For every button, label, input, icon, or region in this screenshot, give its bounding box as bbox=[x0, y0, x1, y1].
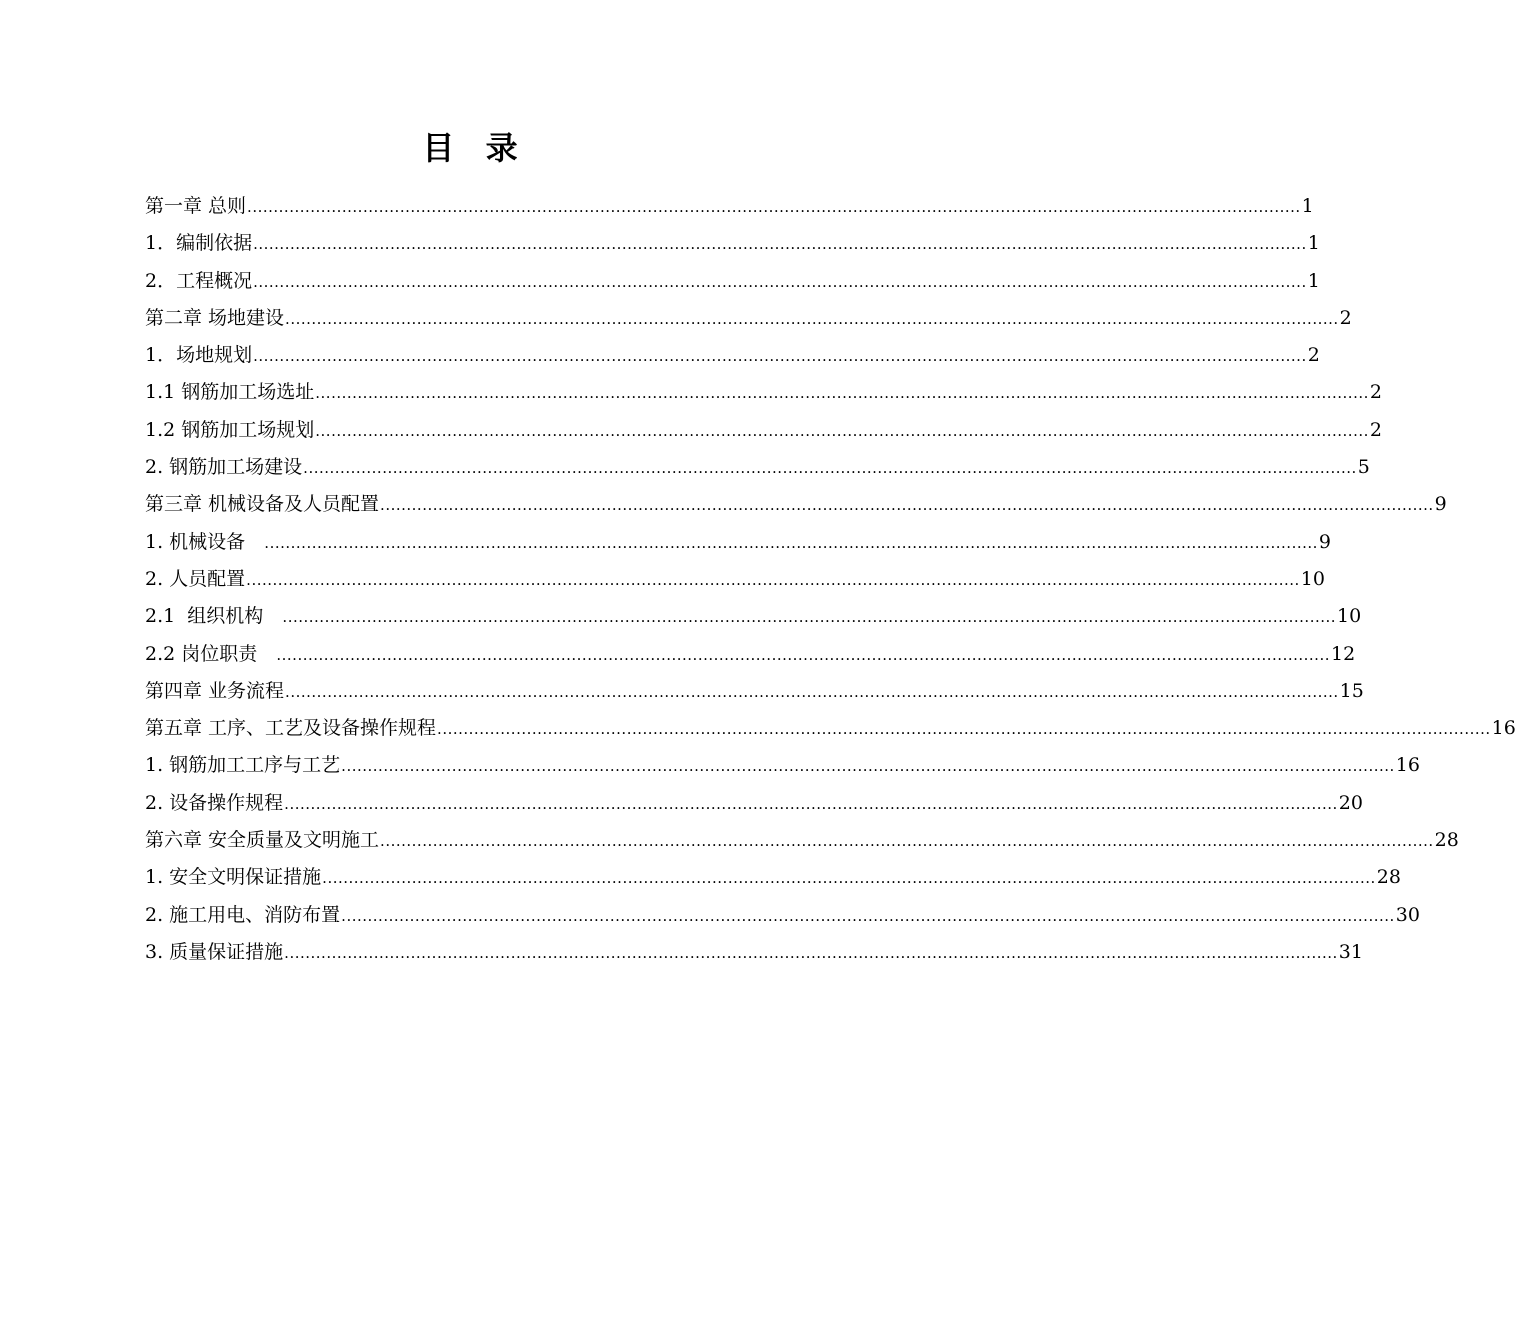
toc-dot-leader: ........................................................................................................................................................................................................ bbox=[276, 645, 1330, 664]
toc-dot-leader: ........................................................................................................................................................................................................ bbox=[341, 757, 1395, 776]
toc-entry[interactable] bbox=[145, 822, 1459, 859]
table-of-contents bbox=[145, 188, 1516, 971]
toc-entry-label: 2. 钢筋加工场建设 bbox=[145, 456, 303, 479]
toc-entry[interactable] bbox=[145, 897, 1420, 934]
toc-dot-leader: ........................................................................................................................................................................................................ bbox=[284, 794, 1338, 813]
toc-entry[interactable] bbox=[145, 374, 1382, 411]
toc-entry-label: 1．场地规划 bbox=[145, 344, 253, 367]
toc-page-number: 9 bbox=[1318, 530, 1332, 553]
toc-dot-leader: ........................................................................................................................................................................................................ bbox=[315, 421, 1369, 440]
toc-entry-label: 第六章 安全质量及文明施工 bbox=[145, 829, 380, 852]
toc-page-number: 2 bbox=[1339, 306, 1352, 329]
toc-entry[interactable] bbox=[145, 785, 1363, 822]
toc-dot-leader: ........................................................................................................................................................................................................ bbox=[247, 198, 1301, 216]
toc-page-number: 1 bbox=[1307, 269, 1320, 292]
toc-entry[interactable] bbox=[145, 747, 1420, 784]
toc-page-number: 2 bbox=[1369, 418, 1382, 441]
toc-entry[interactable] bbox=[145, 263, 1320, 300]
toc-page-number: 16 bbox=[1395, 754, 1420, 777]
toc-page-number: 28 bbox=[1434, 829, 1459, 852]
toc-page-number: 28 bbox=[1376, 866, 1401, 889]
toc-entry[interactable] bbox=[145, 598, 1362, 635]
toc-dot-leader: ........................................................................................................................................................................................................ bbox=[285, 682, 1339, 701]
toc-entry[interactable] bbox=[145, 412, 1382, 449]
toc-page-number: 5 bbox=[1357, 456, 1370, 479]
toc-page-number: 31 bbox=[1338, 940, 1363, 963]
toc-entry[interactable] bbox=[145, 225, 1320, 262]
toc-dot-leader: ........................................................................................................................................................................................................ bbox=[282, 608, 1337, 627]
toc-dot-leader: ........................................................................................................................................................................................................ bbox=[380, 832, 1434, 851]
toc-entry[interactable] bbox=[145, 300, 1352, 337]
toc-entry[interactable] bbox=[145, 486, 1447, 523]
toc-entry-label: 2.2 岗位职责 bbox=[145, 642, 276, 665]
toc-dot-leader: ........................................................................................................................................................................................................ bbox=[285, 309, 1339, 328]
toc-entry-label: 2. 设备操作规程 bbox=[145, 791, 284, 814]
toc-dot-leader: ........................................................................................................................................................................................................ bbox=[253, 347, 1307, 366]
toc-entry[interactable] bbox=[145, 524, 1332, 561]
toc-entry-label: 1.2 钢筋加工场规划 bbox=[145, 418, 315, 441]
toc-page-number: 9 bbox=[1434, 493, 1447, 516]
toc-entry[interactable] bbox=[145, 188, 1314, 225]
toc-dot-leader: ........................................................................................................................................................................................................ bbox=[264, 533, 1318, 552]
toc-page-number: 1 bbox=[1301, 195, 1314, 217]
toc-entry[interactable] bbox=[145, 934, 1363, 971]
toc-dot-leader: ........................................................................................................................................................................................................ bbox=[303, 459, 1357, 478]
toc-entry-label: 第四章 业务流程 bbox=[145, 679, 285, 702]
page-title: 目 录 bbox=[422, 129, 528, 167]
toc-dot-leader: ........................................................................................................................................................................................................ bbox=[437, 720, 1491, 739]
toc-entry[interactable] bbox=[145, 449, 1370, 486]
toc-entry-label: 第三章 机械设备及人员配置 bbox=[145, 493, 380, 516]
toc-page-number: 15 bbox=[1339, 679, 1364, 702]
toc-entry-label: 2．工程概况 bbox=[145, 269, 253, 292]
toc-entry-label: 1.1 钢筋加工场选址 bbox=[145, 381, 315, 404]
toc-entry[interactable] bbox=[145, 673, 1364, 710]
toc-entry-label: 2. 人员配置 bbox=[145, 567, 246, 590]
toc-entry-label: 1. 安全文明保证措施 bbox=[145, 866, 322, 889]
toc-page-number: 1 bbox=[1307, 232, 1320, 255]
toc-entry[interactable] bbox=[145, 636, 1356, 673]
toc-entry-label: 第一章 总则 bbox=[145, 195, 247, 217]
toc-dot-leader: ........................................................................................................................................................................................................ bbox=[380, 496, 1434, 515]
toc-entry-label: 1．编制依据 bbox=[145, 232, 253, 255]
toc-entry[interactable] bbox=[145, 561, 1325, 598]
toc-entry-label: 1. 钢筋加工工序与工艺 bbox=[145, 754, 341, 777]
toc-dot-leader: ........................................................................................................................................................................................................ bbox=[253, 235, 1307, 254]
toc-dot-leader: ........................................................................................................................................................................................................ bbox=[253, 272, 1307, 291]
toc-page-number: 2 bbox=[1369, 381, 1382, 404]
toc-entry-label: 3. 质量保证措施 bbox=[145, 940, 284, 963]
toc-page-number: 10 bbox=[1300, 567, 1325, 590]
toc-entry[interactable] bbox=[145, 337, 1320, 374]
toc-dot-leader: ........................................................................................................................................................................................................ bbox=[322, 869, 1376, 888]
toc-entry-label: 第五章 工序、工艺及设备操作规程 bbox=[145, 717, 437, 740]
toc-dot-leader: ........................................................................................................................................................................................................ bbox=[246, 570, 1300, 589]
toc-page-number: 16 bbox=[1491, 717, 1516, 740]
toc-dot-leader: ........................................................................................................................................................................................................ bbox=[341, 906, 1395, 925]
toc-page-number: 2 bbox=[1307, 344, 1320, 367]
toc-entry[interactable] bbox=[145, 710, 1516, 747]
toc-entry-label: 2. 施工用电、消防布置 bbox=[145, 903, 341, 926]
toc-entry-label: 1. 机械设备 bbox=[145, 530, 264, 553]
toc-page-number: 10 bbox=[1337, 605, 1362, 628]
toc-page-number: 20 bbox=[1338, 791, 1363, 814]
toc-entry[interactable] bbox=[145, 859, 1401, 896]
toc-dot-leader: ........................................................................................................................................................................................................ bbox=[315, 384, 1369, 403]
toc-entry-label: 第二章 场地建设 bbox=[145, 306, 285, 329]
toc-entry-label: 2.1 组织机构 bbox=[145, 605, 282, 628]
toc-dot-leader: ........................................................................................................................................................................................................ bbox=[284, 943, 1338, 962]
toc-page-number: 30 bbox=[1395, 903, 1420, 926]
toc-page-number: 12 bbox=[1331, 642, 1356, 665]
